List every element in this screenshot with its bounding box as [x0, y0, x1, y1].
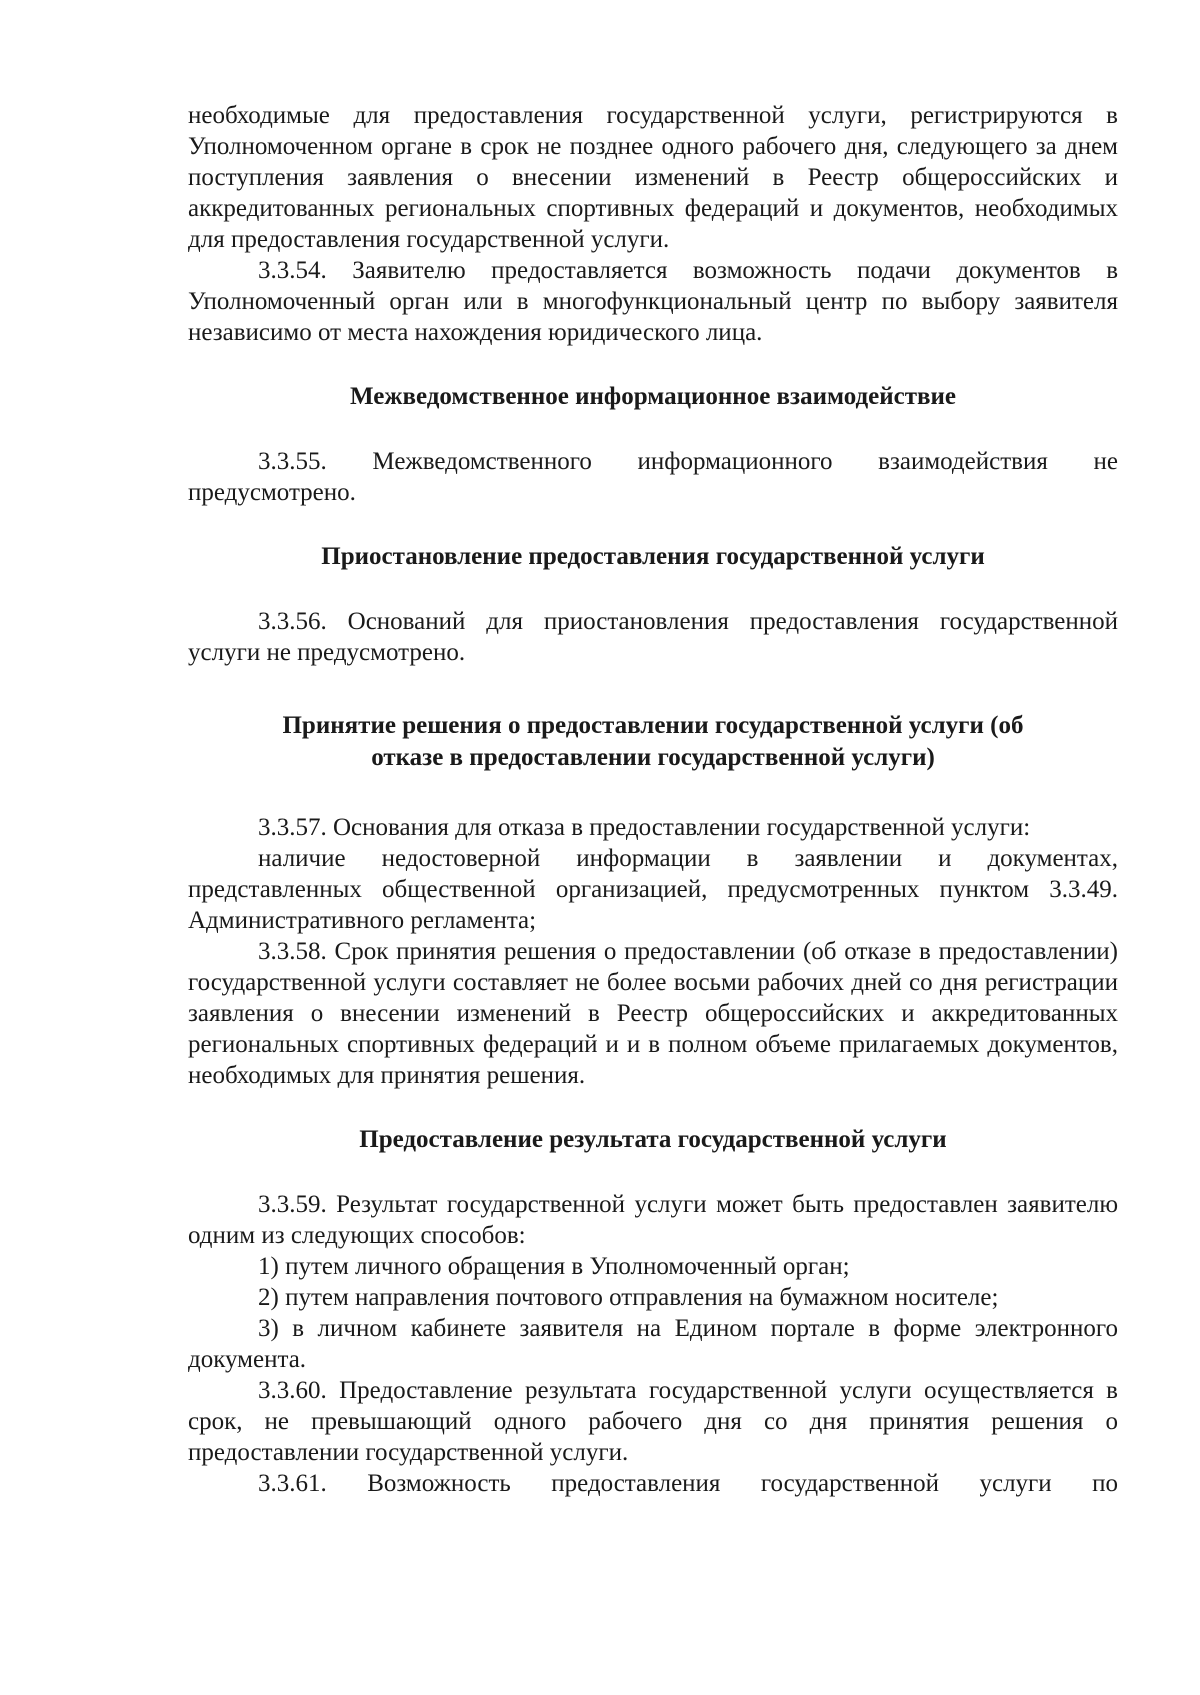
paragraph-3-3-57: 3.3.57. Основания для отказа в предоставлении государственной услуги: — [258, 814, 1031, 841]
heading-suspension: Приостановление предоставления государственной услуги — [321, 543, 985, 570]
heading-decision-line-2: отказе в предоставлении государственной услуги) — [371, 744, 935, 771]
heading-decision-line-1: Принятие решения о предоставлении государственной услуги (об — [282, 712, 1024, 739]
paragraph-3-3-60: 3.3.60. Предоставление результата государственной услуги осуществляется в срок, не превышающий одного рабочего дня со дня принятия решения о предоставлении государственной услуги. — [188, 1377, 1118, 1466]
paragraph-3-3-54: 3.3.54. Заявителю предоставляется возможность подачи документов в Уполномоченный орган или в многофункциональный центр по выбору заявителя независимо от места нахождения юридического лица. — [188, 257, 1118, 346]
paragraph-grounds-unreliable-info: наличие недостоверной информации в заявлении и документах, представленных общественной организацией, предусмотренных пунктом 3.3.49. Административного регламента; — [188, 845, 1118, 934]
paragraph-3-3-55: 3.3.55. Межведомственного информационного взаимодействия не предусмотрено. — [188, 448, 1118, 506]
list-item-3: 3) в личном кабинете заявителя на Едином портале в форме электронного документа. — [188, 1315, 1118, 1373]
paragraph-3-3-59: 3.3.59. Результат государственной услуги может быть предоставлен заявителю одним из следующих способов: — [188, 1191, 1118, 1249]
paragraph-intro: необходимые для предоставления государственной услуги, регистрируются в Уполномоченном органе в срок не позднее одного рабочего дня, следующего за днем поступления заявления о внесении изменений в Реестр общероссийских и аккредитованных региональных спортивных федераций и документов, необходимых для предоставления государственной услуги. — [188, 102, 1118, 253]
list-item-1: 1) путем личного обращения в Уполномоченный орган; — [258, 1253, 850, 1280]
document-page — [188, 100, 1118, 1499]
heading-result-provision: Предоставление результата государственной услуги — [359, 1126, 947, 1153]
list-item-2: 2) путем направления почтового отправления на бумажном носителе; — [258, 1284, 999, 1311]
paragraph-3-3-58: 3.3.58. Срок принятия решения о предоставлении (об отказе в предоставлении) государственной услуги составляет не более восьми рабочих дней со дня регистрации заявления о внесении изменений в Реестр общероссийских и аккредитованных региональных спортивных федераций и и в полном объеме прилагаемых документов, необходимых для принятия решения. — [188, 938, 1118, 1089]
heading-interagency-interaction: Межведомственное информационное взаимодействие — [350, 383, 956, 410]
paragraph-3-3-61: 3.3.61. Возможность предоставления государственной услуги по — [258, 1470, 1118, 1497]
paragraph-3-3-56: 3.3.56. Оснований для приостановления предоставления государственной услуги не предусмотрено. — [188, 608, 1118, 666]
